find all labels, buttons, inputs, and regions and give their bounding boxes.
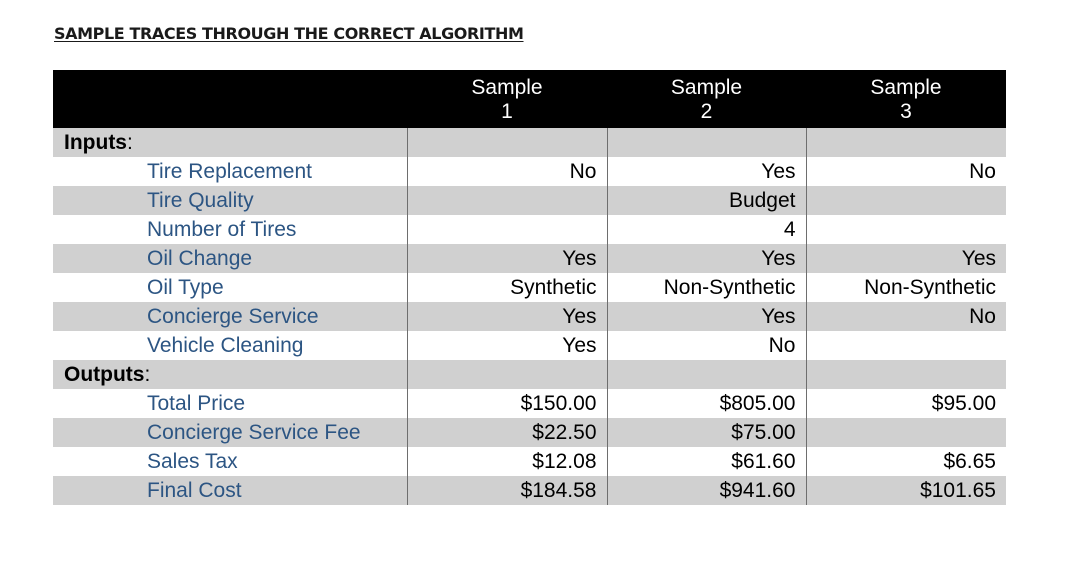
page-title: SAMPLE TRACES THROUGH THE CORRECT ALGORITHM bbox=[54, 24, 524, 43]
cell-sample-1: $184.58 bbox=[407, 476, 607, 505]
cell-sample-2: Yes bbox=[607, 244, 806, 273]
header-sample-2: Sample 2 bbox=[670, 76, 743, 123]
section-row-inputs bbox=[53, 128, 1006, 157]
cell-sample-1: $22.50 bbox=[407, 418, 607, 447]
table-row-number-of-tires bbox=[53, 215, 1006, 244]
row-label: Vehicle Cleaning bbox=[147, 334, 304, 357]
table-row-concierge-service bbox=[53, 302, 1006, 331]
row-label: Oil Type bbox=[147, 276, 224, 299]
cell-sample-1: Synthetic bbox=[407, 273, 607, 302]
cell-sample-1 bbox=[407, 215, 607, 244]
row-label: Concierge Service Fee bbox=[147, 421, 361, 444]
cell-sample-1: Yes bbox=[407, 331, 607, 360]
cell-sample-3 bbox=[806, 331, 1006, 360]
table-header-row bbox=[53, 70, 1006, 128]
header-sample-3: Sample 3 bbox=[870, 76, 942, 123]
row-label: Concierge Service bbox=[147, 305, 319, 328]
cell-sample-2: $805.00 bbox=[607, 389, 806, 418]
header-blank-cell bbox=[53, 70, 407, 128]
cell-sample-2: Non-Synthetic bbox=[607, 273, 806, 302]
cell-sample-3 bbox=[806, 215, 1006, 244]
cell-sample-2: No bbox=[607, 331, 806, 360]
cell-sample-3 bbox=[806, 186, 1006, 215]
cell-sample-3: $95.00 bbox=[806, 389, 1006, 418]
cell-sample-1: $12.08 bbox=[407, 447, 607, 476]
cell-sample-2: $75.00 bbox=[607, 418, 806, 447]
cell-sample-1: No bbox=[407, 157, 607, 186]
table-row-oil-type bbox=[53, 273, 1006, 302]
header-sample-1: Sample 1 bbox=[471, 76, 543, 123]
cell-sample-3: No bbox=[806, 157, 1006, 186]
table-row-tire-replacement bbox=[53, 157, 1006, 186]
row-label: Tire Replacement bbox=[147, 160, 312, 183]
cell-sample-1: $150.00 bbox=[407, 389, 607, 418]
table-row-final-cost bbox=[53, 476, 1006, 505]
cell-sample-2: $941.60 bbox=[607, 476, 806, 505]
cell-sample-3: No bbox=[806, 302, 1006, 331]
cell-sample-2: Budget bbox=[607, 186, 806, 215]
table-row-tire-quality bbox=[53, 186, 1006, 215]
cell-sample-1: Yes bbox=[407, 302, 607, 331]
cell-sample-3: Non-Synthetic bbox=[806, 273, 1006, 302]
sample-traces-table bbox=[53, 70, 1006, 505]
table-row-oil-change bbox=[53, 244, 1006, 273]
row-label: Total Price bbox=[147, 392, 246, 415]
section-row-outputs bbox=[53, 360, 1006, 389]
cell-sample-3: Yes bbox=[806, 244, 1006, 273]
row-label: Oil Change bbox=[147, 247, 253, 270]
cell-sample-1 bbox=[407, 186, 607, 215]
cell-sample-2: Yes bbox=[607, 302, 806, 331]
row-label: Tire Quality bbox=[147, 189, 254, 212]
table-row-concierge-service-fee bbox=[53, 418, 1006, 447]
cell-sample-2: 4 bbox=[607, 215, 806, 244]
cell-sample-3: $6.65 bbox=[806, 447, 1006, 476]
row-label: Number of Tires bbox=[147, 218, 297, 241]
section-label-inputs: Inputs: bbox=[64, 131, 133, 154]
cell-sample-1: Yes bbox=[407, 244, 607, 273]
cell-sample-2: Yes bbox=[607, 157, 806, 186]
row-label: Sales Tax bbox=[147, 450, 238, 473]
cell-sample-3: $101.65 bbox=[806, 476, 1006, 505]
table-row-total-price bbox=[53, 389, 1006, 418]
table-row-sales-tax bbox=[53, 447, 1006, 476]
cell-sample-3 bbox=[806, 418, 1006, 447]
row-label: Final Cost bbox=[147, 479, 242, 502]
table-row-vehicle-cleaning bbox=[53, 331, 1006, 360]
section-label-outputs: Outputs: bbox=[64, 363, 151, 386]
cell-sample-2: $61.60 bbox=[607, 447, 806, 476]
